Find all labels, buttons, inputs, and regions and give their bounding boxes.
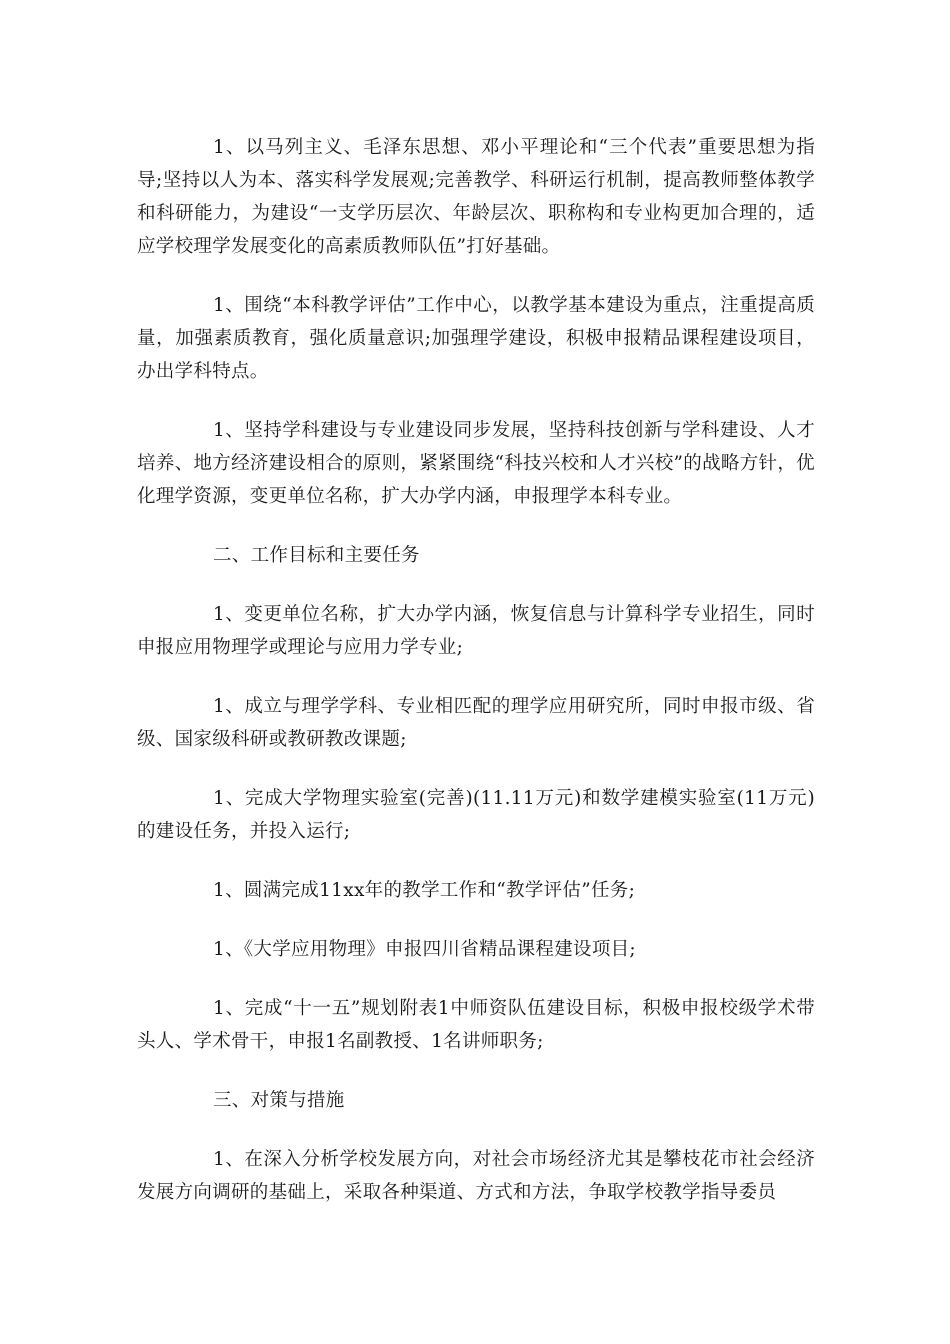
paragraph-goal-faculty: 1、完成“十一五”规划附表1中师资队伍建设目标，积极申报校级学术带头人、学术骨干，申报1名副教授、1名讲师职务;: [137, 998, 815, 1052]
paragraph-measure-analysis: 1、在深入分析学校发展方向，对社会市场经济尤其是攀枝花市社会经济发展方向调研的基础上，采取各种渠道、方式和方法，争取学校教学指导委员: [137, 1149, 815, 1203]
paragraph-guiding-ideology: 1、以马列主义、毛泽东思想、邓小平理论和“三个代表”重要思想为指导;坚持以人为本、落实科学发展观;完善教学、科研运行机制，提高教师整体教学和科研能力，为建设“一支学历层次、年龄层次、职称构和专业构更加合理的，适应学校理学发展变化的高素质教师队伍”打好基础。: [137, 137, 815, 257]
paragraph-discipline-construction: 1、坚持学科建设与专业建设同步发展，坚持科技创新与学科建设、人才培养、地方经济建设相合的原则，紧紧围绕“科技兴校和人才兴校”的战略方针，优化理学资源，变更单位名称，扩大办学内涵，申报理学本科专业。: [137, 420, 815, 507]
paragraph-goal-teaching-work: 1、圆满完成11xx年的教学工作和“教学评估”任务;: [213, 880, 636, 901]
paragraph-goal-research-institute: 1、成立与理学学科、专业相匹配的理学应用研究所，同时申报市级、省级、国家级科研或教研教改课题;: [137, 696, 815, 750]
paragraph-goal-laboratories: 1、完成大学物理实验室(完善)(11.11万元)和数学建模实验室(11万元)的建设任务，并投入运行;: [137, 788, 815, 842]
section-heading-measures: 三、对策与措施: [213, 1090, 345, 1111]
document-body: [137, 131, 815, 1235]
paragraph-goal-rename-unit: 1、变更单位名称，扩大办学内涵，恢复信息与计算科学专业招生，同时申报应用物理学或理论与应用力学专业;: [137, 604, 815, 658]
paragraph-teaching-evaluation: 1、围绕“本科教学评估”工作中心，以教学基本建设为重点，注重提高质量，加强素质教育，强化质量意识;加强理学建设，积极申报精品课程建设项目，办出学科特点。: [137, 295, 815, 382]
paragraph-goal-quality-course: 1、《大学应用物理》申报四川省精品课程建设项目;: [213, 939, 636, 960]
section-heading-goals: 二、工作目标和主要任务: [213, 545, 420, 566]
